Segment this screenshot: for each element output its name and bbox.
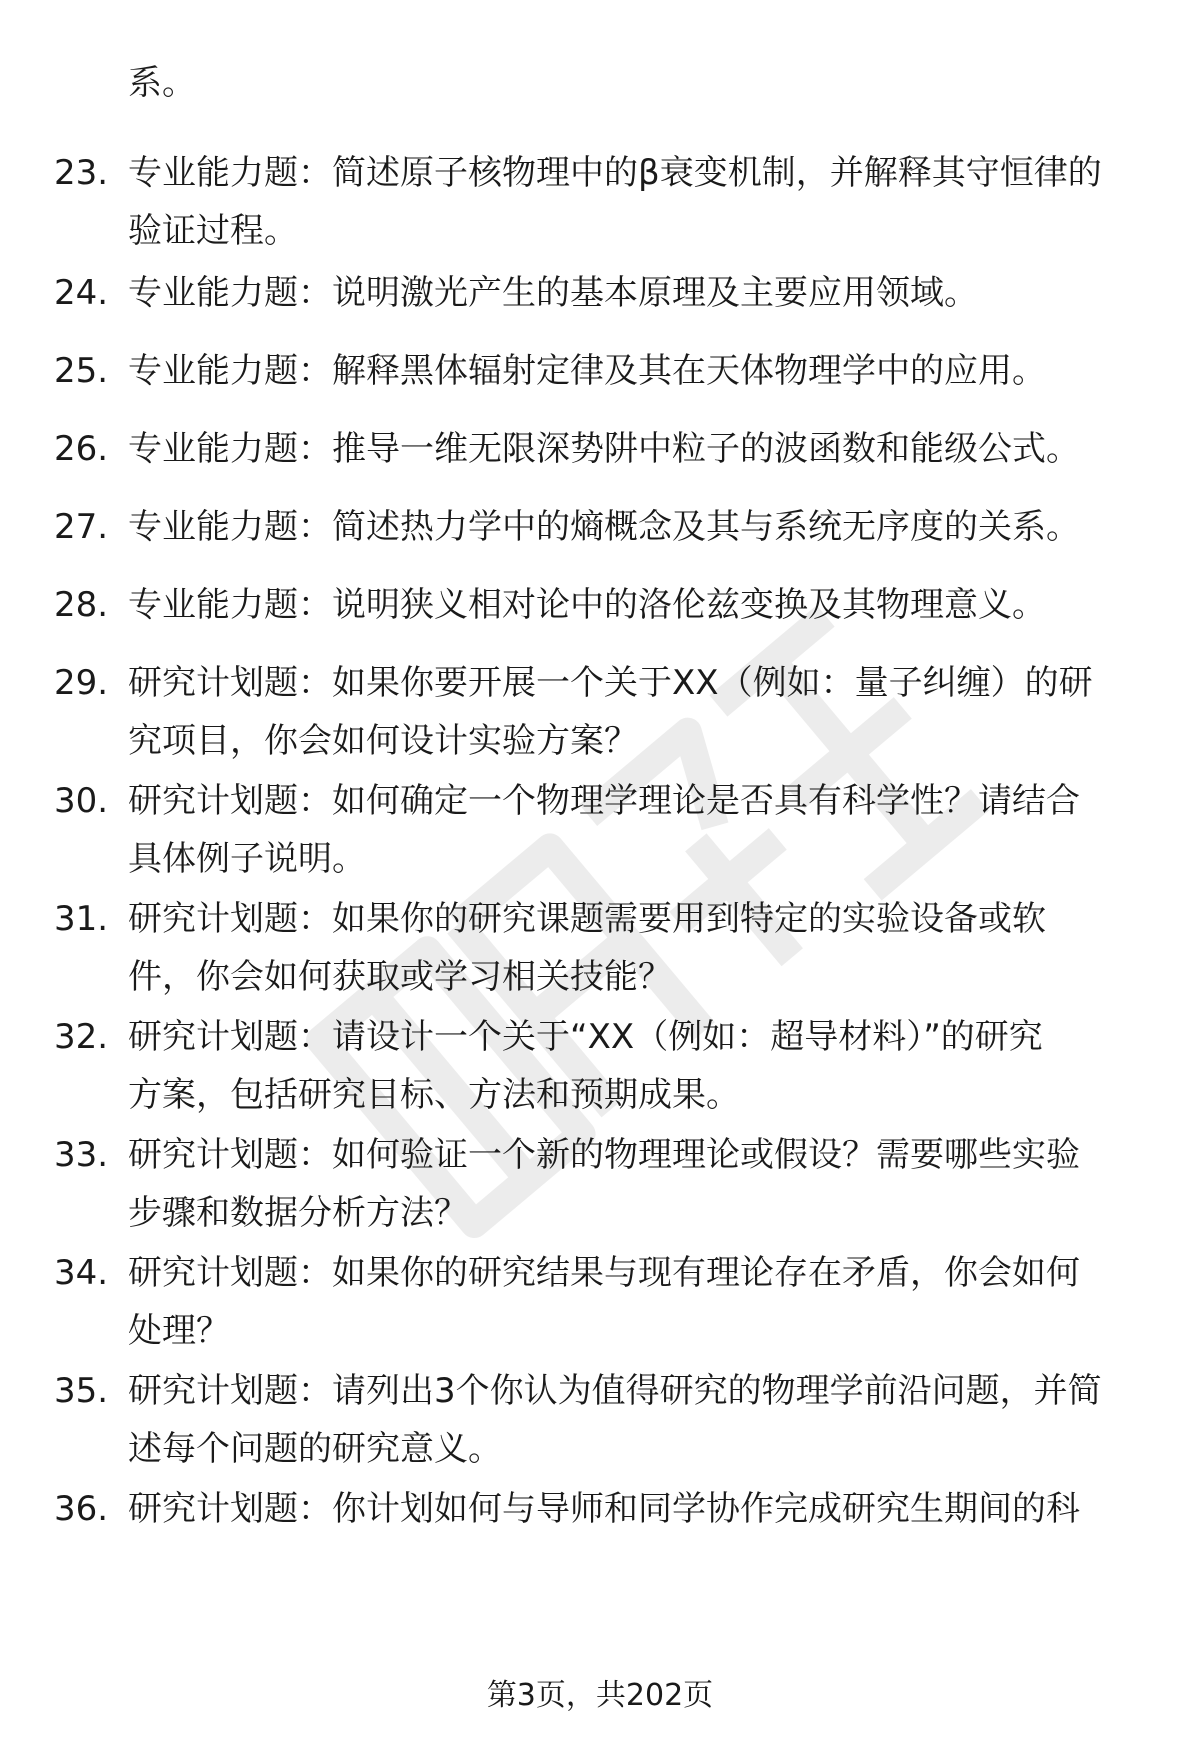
question-text-line: 专业能力题：简述热力学中的熵概念及其与系统无序度的关系。 [128,507,1080,547]
question-number: 23. [54,153,109,193]
question-text-line: 专业能力题：说明狭义相对论中的洛伦兹变换及其物理意义。 [128,585,1046,625]
question-text-line: 研究计划题：如果你的研究结果与现有理论存在矛盾，你会如何 [128,1253,1080,1293]
question-text-line: 研究计划题：请列出3个你认为值得研究的物理学前沿问题，并简 [128,1371,1102,1411]
question-text-line: 步骤和数据分析方法？ [128,1193,468,1233]
question-text-line: 研究计划题：如果你要开展一个关于XX（例如：量子纠缠）的研 [128,663,1093,703]
question-number: 27. [54,507,109,547]
question-number: 34. [54,1253,109,1293]
continuation-text: 系。 [128,63,196,103]
question-number: 33. [54,1135,109,1175]
question-text-line: 件，你会如何获取或学习相关技能？ [128,957,672,997]
question-text-line: 研究计划题：请设计一个关于“XX（例如：超导材料）”的研究 [128,1017,1043,1057]
question-number: 26. [54,429,109,469]
question-number: 35. [54,1371,109,1411]
question-text-line: 处理？ [128,1311,230,1351]
question-text-line: 专业能力题：解释黑体辐射定律及其在天体物理学中的应用。 [128,351,1046,391]
question-text-line: 专业能力题：推导一维无限深势阱中粒子的波函数和能级公式。 [128,429,1080,469]
question-text-line: 验证过程。 [128,211,298,251]
question-text-line: 述每个问题的研究意义。 [128,1429,502,1469]
question-text-line: 研究计划题：如何确定一个物理学理论是否具有科学性？请结合 [128,781,1080,821]
question-number: 36. [54,1489,109,1529]
question-number: 28. [54,585,109,625]
question-text-line: 具体例子说明。 [128,839,366,879]
question-text-line: 专业能力题：简述原子核物理中的β衰变机制，并解释其守恒律的 [128,153,1102,193]
question-number: 29. [54,663,109,703]
question-number: 30. [54,781,109,821]
question-text-line: 研究计划题：如何验证一个新的物理理论或假设？需要哪些实验 [128,1135,1080,1175]
question-text-line: 究项目，你会如何设计实验方案？ [128,721,638,761]
question-number: 31. [54,899,109,939]
question-text-line: 研究计划题：你计划如何与导师和同学协作完成研究生期间的科 [128,1489,1080,1529]
question-text-line: 研究计划题：如果你的研究课题需要用到特定的实验设备或软 [128,899,1046,939]
page-footer: 第3页，共202页 [486,1678,714,1713]
question-number: 32. [54,1017,109,1057]
question-text-line: 方案，包括研究目标、方法和预期成果。 [128,1075,740,1115]
question-number: 24. [54,273,109,313]
question-number: 25. [54,351,109,391]
question-text-line: 专业能力题：说明激光产生的基本原理及主要应用领域。 [128,273,978,313]
